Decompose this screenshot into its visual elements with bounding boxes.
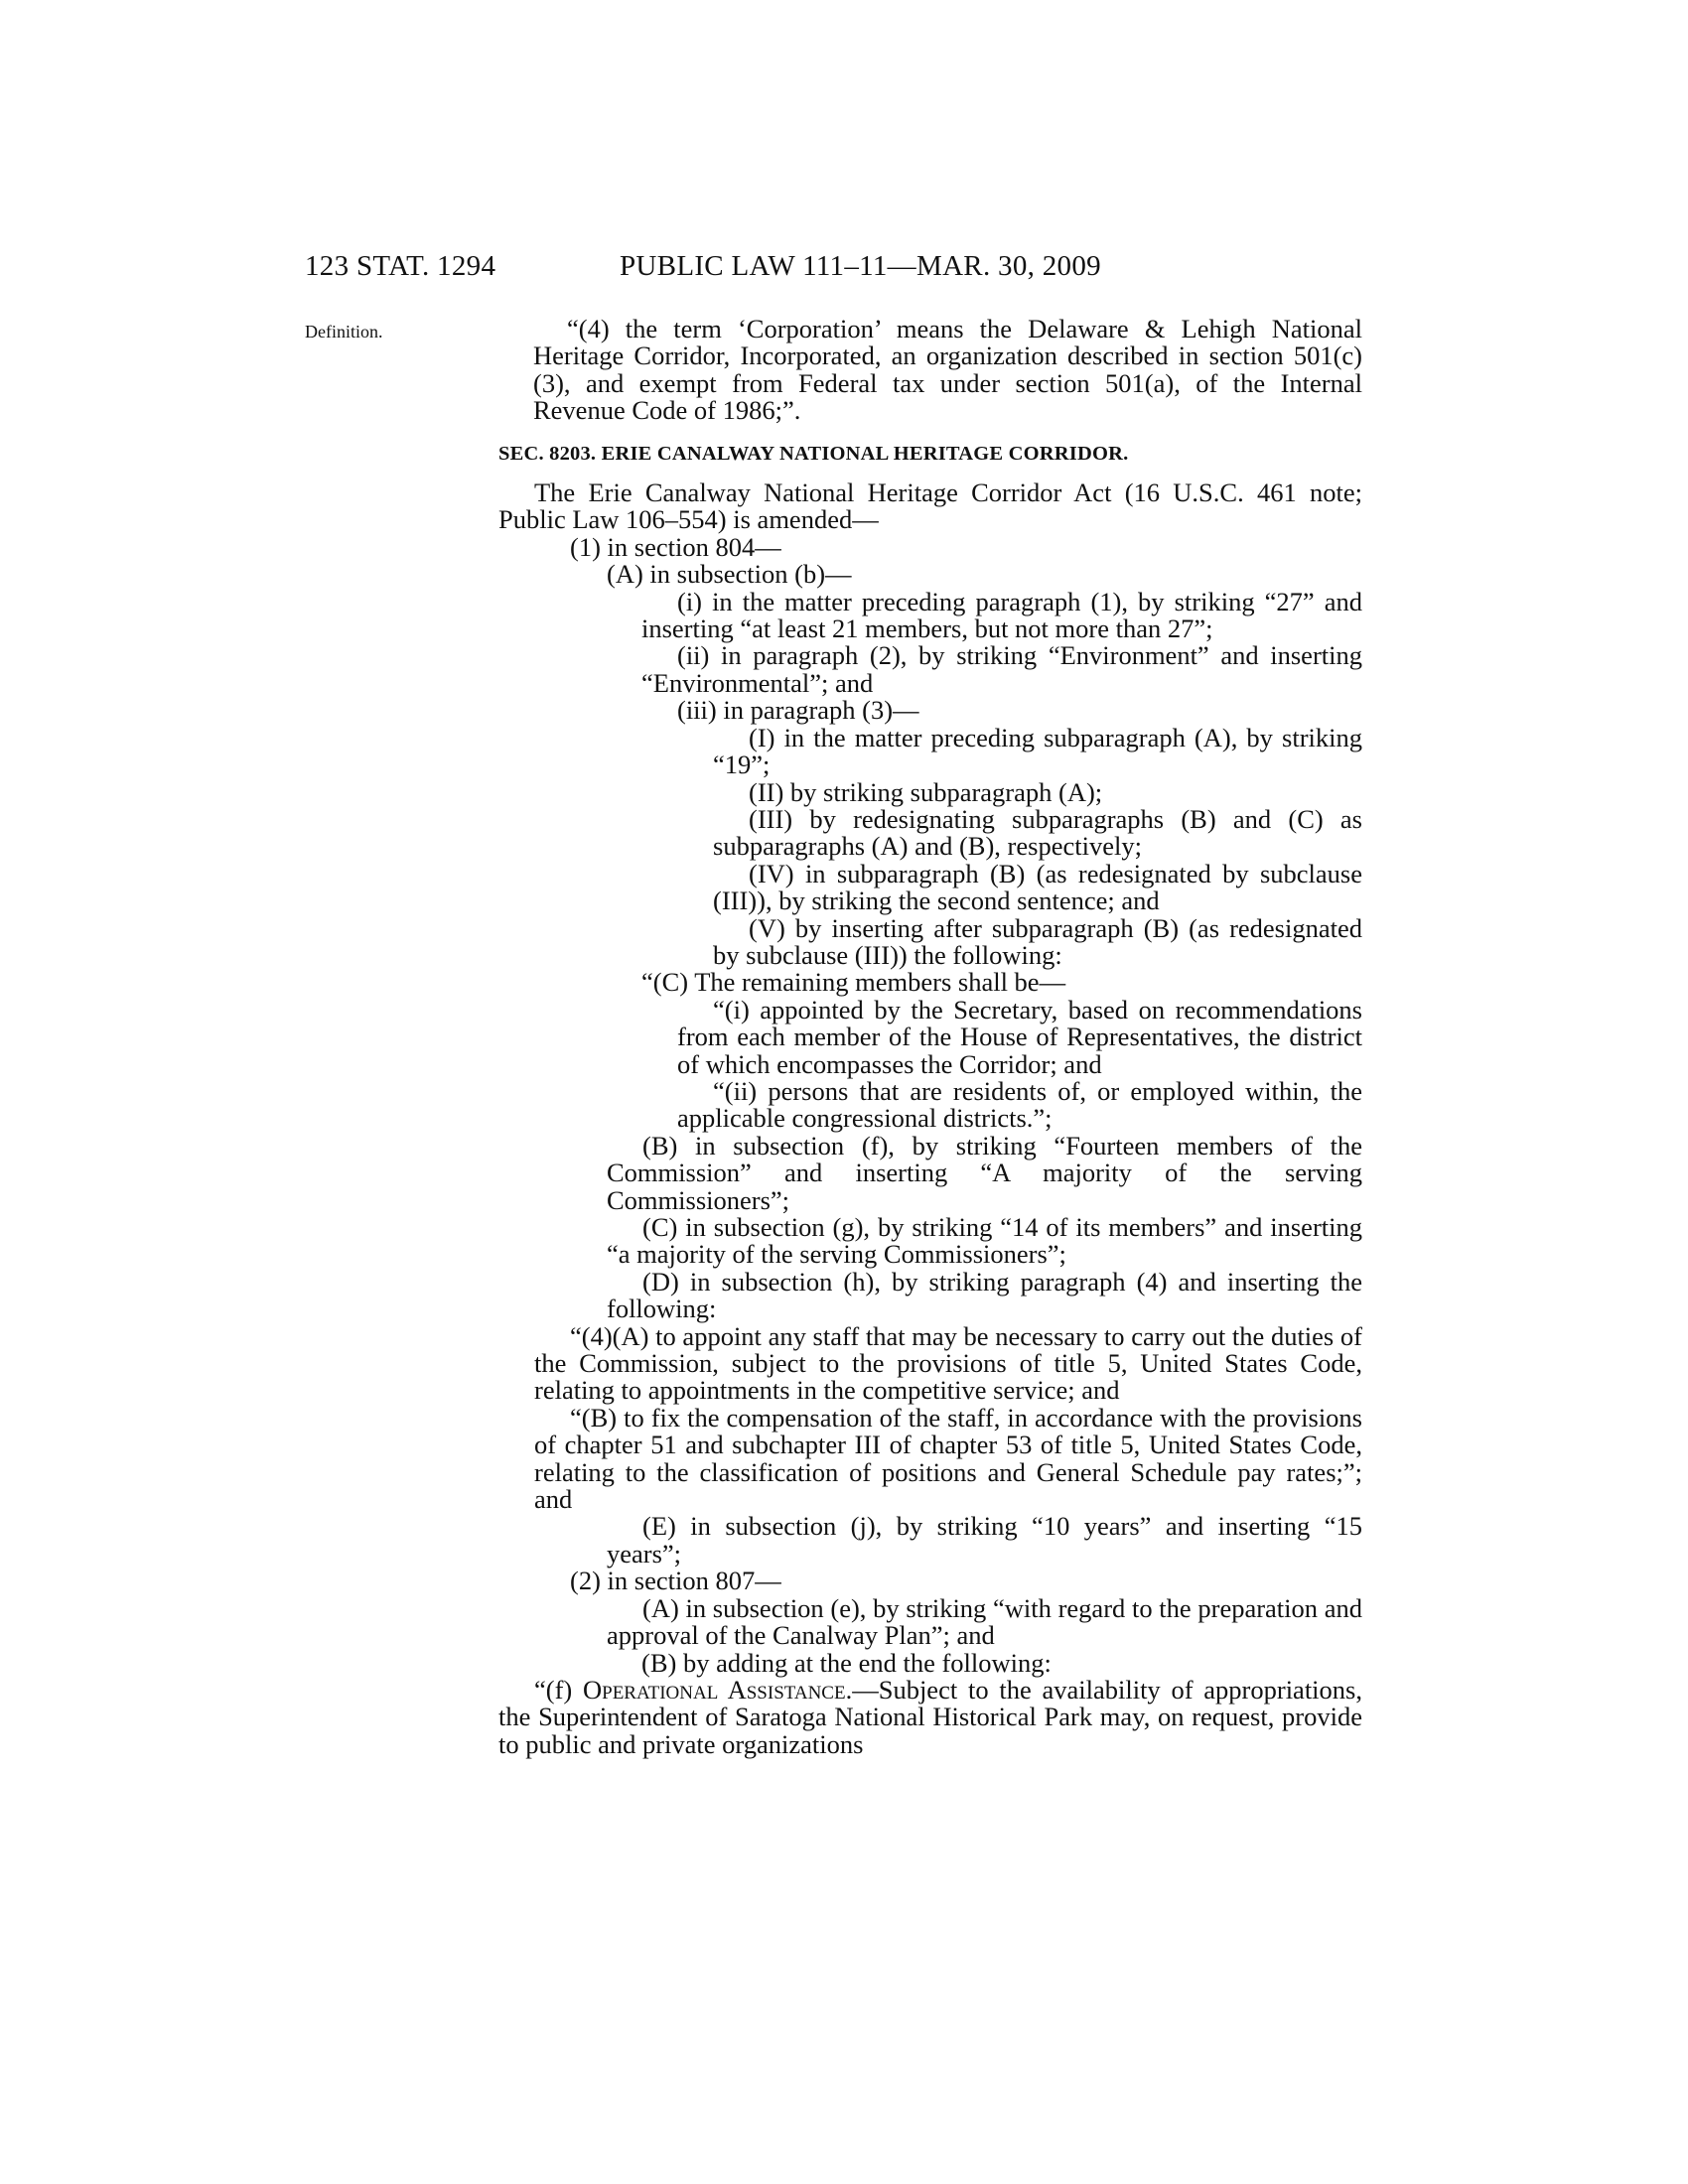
document-body <box>0 316 1688 1758</box>
list-item: (E) in subsection (j), by striking “10 years” and inserting “15 years”; <box>607 1511 1362 1569</box>
quoted-item: “(C) The remaining members shall be— <box>641 967 1066 998</box>
quoted-item: “(B) to fix the compensation of the staff, in accordance with the provisions of chapter 51 and subchapter III of chapter 53 of title 5, United States Code, relating to the classification of positions and General Schedule pay rates;”; and <box>534 1402 1362 1515</box>
page-header <box>0 250 1688 290</box>
final-paragraph <box>498 1674 1362 1759</box>
list-item: (A) in subsection (e), by striking “with regard to the preparation and approval of the Canalway Plan”; and <box>607 1592 1362 1651</box>
law-title: PUBLIC LAW 111–11—MAR. 30, 2009 <box>620 250 1101 282</box>
intro-paragraph: The Erie Canalway National Heritage Corridor Act (16 U.S.C. 461 note; Public Law 106–554) is amended— <box>498 478 1362 535</box>
list-item: (III) by redesignating subparagraphs (B) and (C) as subparagraphs (A) and (B), respectively; <box>713 803 1362 862</box>
list-item: (i) in the matter preceding paragraph (1), by striking “27” and inserting “at least 21 members, but not more than 27”; <box>641 586 1362 644</box>
subsection-prefix: “(f) <box>534 1674 583 1705</box>
quoted-item: “(4)(A) to appoint any staff that may be necessary to carry out the duties of the Commission, subject to the provisions of title 5, United States Code, relating to appointments in the competitive service; and <box>534 1320 1362 1406</box>
subsection-heading: Operational Assistance. <box>583 1674 853 1705</box>
list-item: (C) in subsection (g), by striking “14 of its members” and inserting “a majority of the serving Commissioners”; <box>607 1212 1362 1270</box>
list-item: (B) in subsection (f), by striking “Fourteen members of the Commission” and inserting “A majority of the serving Commissioners”; <box>607 1130 1362 1215</box>
quoted-item: “(i) appointed by the Secretary, based on recommendations from each member of the House of Representatives, the district of which encompasses the Corridor; and <box>677 994 1362 1079</box>
list-item: (2) in section 807— <box>570 1566 781 1596</box>
list-item: (D) in subsection (h), by striking paragraph (4) and inserting the following: <box>607 1266 1362 1324</box>
definition-paragraph: “(4) the term ‘Corporation’ means the Delaware & Lehigh National Heritage Corridor, Incorporated, an organization described in section 501(c)(3), and exempt from Federal tax under section 501(a), of the Internal Revenue Code of 1986;”. <box>533 314 1362 426</box>
stat-citation: 123 STAT. 1294 <box>305 250 496 282</box>
list-item: (I) in the matter preceding subparagraph (A), by striking “19”; <box>713 722 1362 780</box>
list-item: (ii) in paragraph (2), by striking “Environment” and inserting “Environmental”; and <box>641 640 1362 698</box>
list-item: (II) by striking subparagraph (A); <box>749 776 1103 807</box>
quoted-item: “(ii) persons that are residents of, or employed within, the applicable congressional districts.”; <box>677 1075 1362 1134</box>
list-item: (IV) in subparagraph (B) (as redesignated by subclause (III)), by striking the second sentence; and <box>713 858 1362 916</box>
margin-note: Definition. <box>305 322 383 341</box>
list-item: (1) in section 804— <box>570 531 781 562</box>
subsection-text: —Subject to the availability of appropriations, the Superintendent of Saratoga National Historical Park may, on request, provide to public and private organizations <box>498 1674 1362 1759</box>
section-heading: SEC. 8203. ERIE CANALWAY NATIONAL HERITAGE CORRIDOR. <box>498 442 1129 465</box>
list-item: (V) by inserting after subparagraph (B) (as redesignated by subclause (III)) the following: <box>713 912 1362 970</box>
list-item: (A) in subsection (b)— <box>607 559 852 590</box>
list-item: (iii) in paragraph (3)— <box>677 695 919 726</box>
list-item: (B) by adding at the end the following: <box>641 1647 1052 1678</box>
